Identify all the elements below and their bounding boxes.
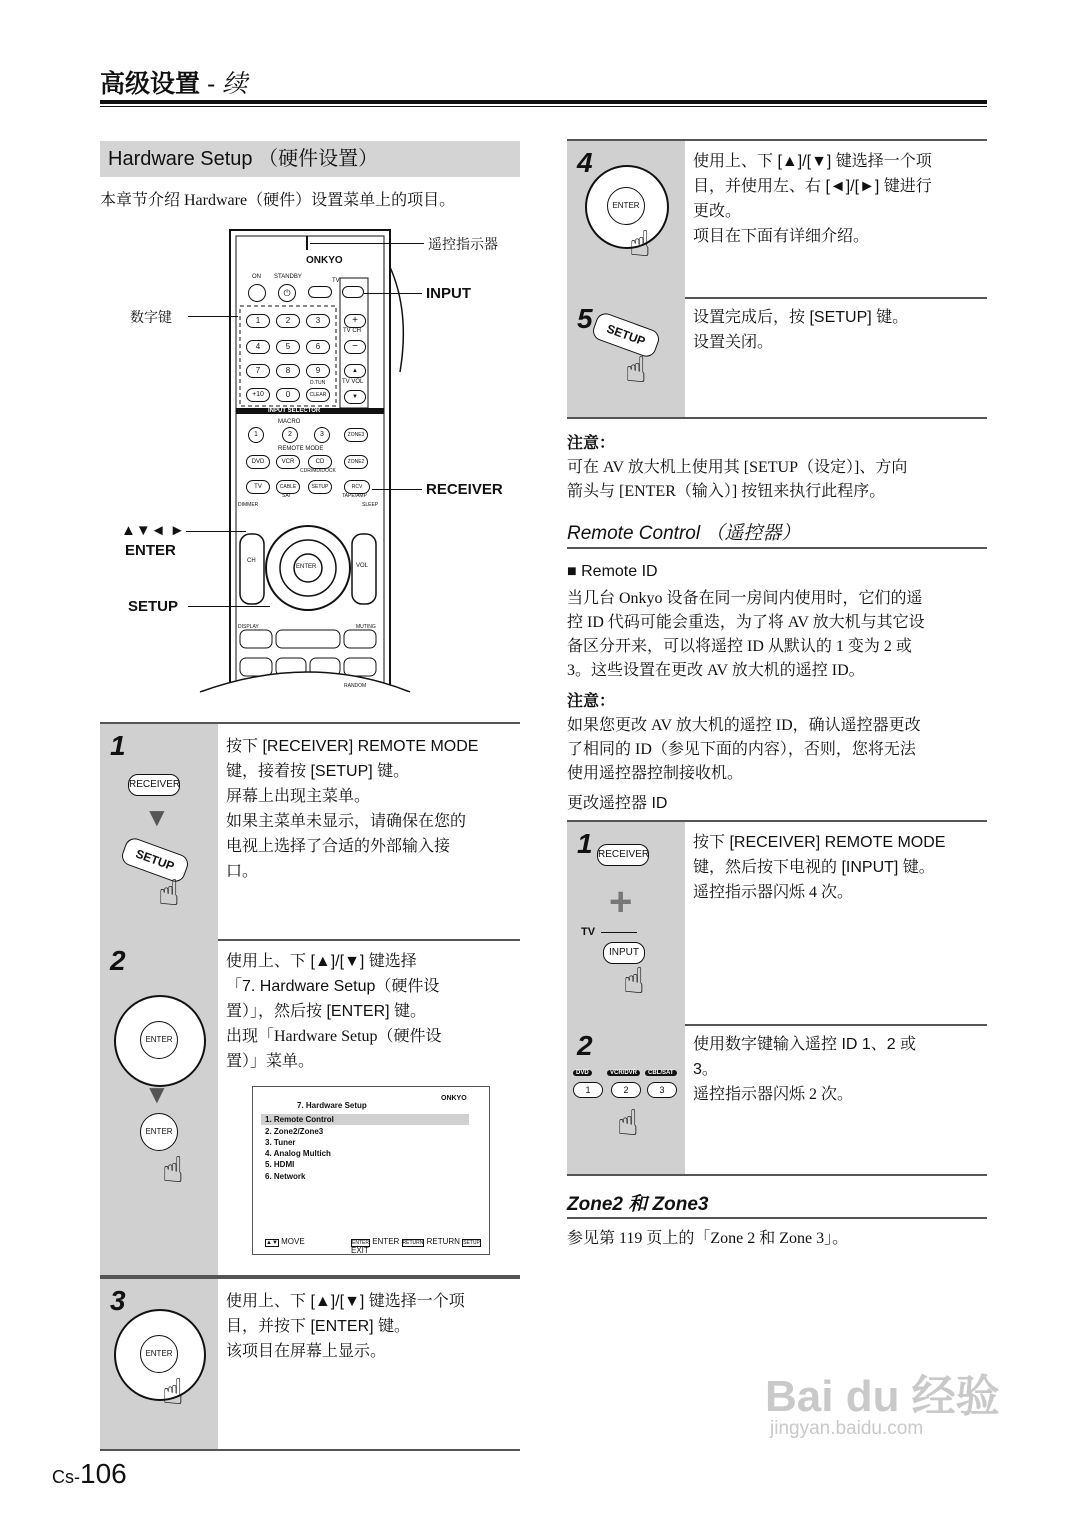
id-step-1-hand-icon: ☝: [623, 960, 645, 1001]
step-4-number: 4: [577, 147, 593, 178]
remote-id-line-2: 控 ID 代码可能会重迭，为了将 AV 放大机与其它设: [567, 614, 925, 631]
macro-button-2[interactable]: 2: [282, 427, 298, 443]
on-label: ON: [252, 274, 261, 280]
step-4-line-2: 目，并使用左、右 [◄]/[►] 键进行: [693, 178, 932, 195]
step-4-text: [693, 149, 983, 249]
id-step-1-tv-label: TV: [581, 926, 596, 938]
tvvol-down-button[interactable]: ▼: [344, 390, 366, 404]
display-label: DISPLAY: [238, 624, 259, 630]
note-1-heading: 注意：: [567, 435, 616, 452]
id-key-label-vcr: VCR/DVR: [607, 1070, 640, 1076]
note-2-body: [567, 714, 987, 786]
sat-label: SAT: [282, 493, 292, 499]
step-2-line-5: 置）」菜单。: [226, 1053, 315, 1070]
remote-mode-label: REMOTE MODE: [278, 446, 324, 452]
remote-control-rule: [567, 547, 987, 549]
tvvol-up-button[interactable]: ▲: [344, 364, 366, 378]
menu-key-enter: ENTER: [352, 1240, 369, 1246]
menu-item-3[interactable]: 3. Tuner: [265, 1138, 296, 1147]
digit-key-3[interactable]: 3: [306, 314, 330, 328]
step-1-line-5: 电视上选择了合适的外部输入接: [226, 838, 451, 855]
receiver-mode-button[interactable]: RCV: [344, 480, 370, 494]
digit-key-0[interactable]: 0: [276, 388, 300, 402]
header-continued: 续: [222, 70, 248, 98]
input-selector-label: INPUT SELECTOR: [268, 408, 321, 414]
step-3-line-3: 该项目在屏幕上显示。: [226, 1343, 387, 1360]
step-5-number: 5: [577, 303, 593, 334]
id-step-1-receiver-button[interactable]: RECEIVER: [597, 844, 649, 866]
hardware-setup-menu: [252, 1086, 490, 1255]
step-3: [100, 1277, 520, 1451]
cd-mode-button[interactable]: CD: [308, 455, 332, 469]
zone2-button[interactable]: ZONE2: [344, 455, 368, 469]
callout-indicator-line: [310, 243, 424, 244]
id-step-2: [567, 1024, 987, 1176]
page-number: [52, 1458, 127, 1490]
step-2-enter-button-1[interactable]: ENTER: [140, 1021, 178, 1059]
note-1-body: [567, 456, 987, 504]
macro-button-1[interactable]: 1: [248, 427, 264, 443]
step-3-number: 3: [110, 1285, 126, 1316]
header-sep: -: [200, 70, 223, 98]
change-id-heading: 更改遥控器 ID: [567, 795, 668, 812]
menu-footer-enter: ENTER: [372, 1237, 400, 1246]
tv-power-button[interactable]: [308, 286, 332, 298]
menu-item-4[interactable]: 4. Analog Multich: [265, 1149, 331, 1158]
tv-label: TV: [332, 278, 340, 284]
menu-title: 7. Hardware Setup: [297, 1101, 367, 1110]
menu-brand: ONKYO: [441, 1095, 467, 1102]
page-header: [100, 64, 247, 100]
digit-key-1[interactable]: 1: [246, 314, 270, 328]
tv-mode-button[interactable]: TV: [246, 480, 270, 494]
callout-setup-line: [188, 606, 270, 607]
macro-label: MACRO: [278, 419, 301, 425]
step-2-down-arrow: ▼: [144, 1079, 170, 1109]
tvvol-label: TV VOL: [342, 379, 364, 385]
step-1-line-4: 如果主菜单未显示，请确保在您的: [226, 813, 467, 830]
header-rule: [100, 100, 987, 104]
tvch-up-button[interactable]: +: [344, 314, 366, 328]
id-step-1-input-button[interactable]: INPUT: [603, 942, 645, 964]
step-5-line-1: 设置完成后，按 [SETUP] 键。: [693, 309, 909, 326]
menu-item-2[interactable]: 2. Zone2/Zone3: [265, 1127, 324, 1136]
callout-enter-line: [186, 531, 246, 532]
id-step-2-line-1: 使用数字键输入遥控 ID 1、2 或: [693, 1036, 917, 1053]
digit-key-7[interactable]: 7: [246, 364, 270, 378]
step-2-hand-icon: ☝: [162, 1149, 184, 1190]
menu-key-setup: SETUP: [463, 1240, 480, 1246]
note-2-heading: 注意：: [567, 693, 616, 710]
id-key-label-cbl: CBL/SAT: [645, 1070, 677, 1076]
id-key-label-dvd: DVD: [573, 1070, 592, 1076]
baidu-watermark: Bai du 经验: [765, 1372, 1000, 1421]
digit-key-5[interactable]: 5: [276, 340, 300, 354]
menu-item-1[interactable]: 1. Remote Control: [265, 1115, 334, 1124]
step-2-line-2: 「7. Hardware Setup（硬件设: [226, 978, 440, 995]
step-4-enter-button[interactable]: ENTER: [607, 187, 645, 225]
vol-label: VOL: [356, 563, 369, 569]
vcr-mode-button[interactable]: VCR: [276, 455, 300, 469]
step-3-hand-icon: ☝: [162, 1371, 184, 1412]
id-step-1: [567, 820, 987, 1026]
id-step-1-line-2: 键，然后按下电视的 [INPUT] 键。: [693, 859, 935, 876]
callout-receiver-line: [372, 489, 422, 490]
note-1-line-1: 可在 AV 放大机上使用其 [SETUP（设定）]、方向: [567, 459, 908, 476]
clear-button[interactable]: CLEAR: [306, 388, 330, 402]
id-step-1-number: 1: [577, 828, 593, 859]
cdr-label: CDR/MD/DOCK: [300, 468, 336, 474]
id-step-2-number: 2: [577, 1030, 593, 1061]
note-2-line-2: 了相同的 ID（参见下面的内容），否则，您将无法: [567, 741, 916, 758]
step-1-down-arrow: ▼: [144, 802, 170, 832]
step-5-setup-button[interactable]: SETUP: [590, 311, 662, 360]
header-rule-thin: [100, 106, 987, 107]
step-1-hand-icon: ☝: [158, 872, 180, 913]
step-1-line-1: 按下 [RECEIVER] REMOTE MODE: [226, 738, 479, 755]
callout-enter: ENTER: [125, 542, 176, 559]
id-key-3[interactable]: 3: [647, 1082, 677, 1098]
step-4-line-3: 更改。: [693, 203, 742, 220]
step-5: [567, 297, 987, 419]
note-2-line-3: 使用遥控器控制接收机。: [567, 765, 744, 782]
header-title: 高级设置: [100, 70, 201, 98]
step-3-line-1: 使用上、下 [▲]/[▼] 键选择一个项: [226, 1293, 465, 1310]
remote-control-heading: Remote Control （遥控器）: [567, 523, 801, 544]
step-1-line-6: 口。: [226, 863, 259, 880]
page-value: 106: [80, 1458, 127, 1489]
menu-footer-move: ▲▼ MOVE: [266, 1237, 305, 1246]
menu-footer-return: RETURN: [426, 1237, 460, 1246]
standby-button[interactable]: ⏻: [278, 284, 296, 302]
step-4: [567, 139, 987, 299]
id-step-1-line-1: 按下 [RECEIVER] REMOTE MODE: [693, 834, 946, 851]
remote-id-body: [567, 587, 987, 683]
digit-key-2[interactable]: 2: [276, 314, 300, 328]
callout-indicator: 遥控指示器: [428, 236, 498, 252]
remote-id-line-4: 3。这些设置在更改 AV 放大机的遥控 ID。: [567, 662, 865, 679]
remote-id-item: ■ Remote ID: [567, 563, 658, 580]
tvch-down-button[interactable]: −: [344, 340, 366, 354]
id-step-1-tv-line: [601, 932, 637, 933]
step-2-number: 2: [110, 945, 126, 976]
step-5-text: [693, 305, 983, 355]
id-step-1-plus-icon: +: [609, 880, 633, 924]
standby-label: STANDBY: [274, 274, 302, 280]
ch-label: CH: [247, 558, 256, 564]
id-key-2[interactable]: 2: [611, 1082, 641, 1098]
id-step-1-text: [693, 830, 985, 905]
id-step-2-line-3: 遥控指示器闪烁 2 次。: [693, 1086, 854, 1103]
sleep-label: SLEEP: [362, 502, 379, 508]
macro-button-3[interactable]: 3: [314, 427, 330, 443]
callout-setup: SETUP: [128, 598, 179, 615]
digit-key-9[interactable]: 9: [306, 364, 330, 378]
callout-input: INPUT: [426, 285, 471, 302]
section-intro: 本章节介绍 Hardware（硬件）设置菜单上的项目。: [100, 192, 456, 209]
callout-input-line: [364, 293, 422, 294]
step-2-enter-button-2[interactable]: ENTER: [140, 1113, 178, 1151]
random-label: RANDOM: [344, 683, 367, 689]
step-3-line-2: 目，并按下 [ENTER] 键。: [226, 1318, 411, 1335]
rcv-setup-button[interactable]: SETUP: [308, 480, 332, 494]
menu-key-return: RETURN: [402, 1240, 424, 1246]
digit-key-6[interactable]: 6: [306, 340, 330, 354]
step-5-line-2: 设置关闭。: [693, 334, 774, 351]
zone-text: 参见第 119 页上的「Zone 2 和 Zone 3」。: [567, 1230, 849, 1247]
dtun-label: D.TUN: [310, 380, 326, 386]
step-1-line-2: 键，接着按 [SETUP] 键。: [226, 763, 410, 780]
step-4-line-4: 项目在下面有详细介绍。: [693, 228, 870, 245]
dvd-mode-button[interactable]: DVD: [246, 455, 270, 469]
tv-input-button[interactable]: [342, 286, 364, 298]
step-2-line-4: 出现「Hardware Setup（硬件设: [226, 1028, 442, 1045]
page-prefix: Cs-: [52, 1467, 80, 1487]
callout-numkeys-line: [188, 316, 238, 317]
callout-arrows: ▲▼◄ ►: [121, 522, 185, 539]
step-3-text: [226, 1289, 516, 1364]
menu-footer-exit: EXIT: [351, 1246, 369, 1255]
section-title: Hardware Setup （硬件设置）: [100, 141, 520, 177]
step-1-receiver-button[interactable]: RECEIVER: [128, 774, 180, 796]
step-1-text: [226, 734, 516, 884]
menu-item-6[interactable]: 6. Network: [265, 1172, 306, 1181]
note-1-line-2: 箭头与 [ENTER（输入）] 按钮来执行此程序。: [567, 483, 886, 500]
zone-rule: [567, 1217, 987, 1219]
digit-key-plus10[interactable]: +10: [246, 388, 270, 402]
cable-mode-button[interactable]: CABLE: [276, 480, 300, 494]
menu-footer-keys: [351, 1237, 489, 1255]
muting-label: MUTING: [356, 624, 376, 630]
digit-key-4[interactable]: 4: [246, 340, 270, 354]
remote-enter-label[interactable]: ENTER: [296, 564, 317, 570]
zone-heading: Zone2 和 Zone3: [567, 1194, 709, 1215]
id-step-2-line-2: 3。: [693, 1061, 718, 1078]
remote-id-line-3: 备区分开来，可以将遥控 ID 从默认的 1 变为 2 或: [567, 638, 912, 655]
on-button[interactable]: [248, 284, 266, 302]
zone3-button[interactable]: ZONE3: [344, 428, 368, 442]
callout-receiver: RECEIVER: [426, 481, 503, 498]
remote-brand: ONKYO: [306, 255, 343, 266]
dimmer-label: DIMMER: [238, 502, 259, 508]
step-1-line-3: 屏幕上出现主菜单。: [226, 788, 371, 805]
step-4-hand-icon: ☝: [629, 223, 651, 264]
menu-item-5[interactable]: 5. HDMI: [265, 1160, 295, 1169]
id-step-2-hand-icon: ☝: [617, 1102, 639, 1143]
baidu-watermark-url: jingyan.baidu.com: [770, 1418, 924, 1439]
id-step-2-text: [693, 1032, 983, 1107]
callout-numkeys: 数字键: [130, 309, 172, 325]
note-2-line-1: 如果您更改 AV 放大机的遥控 ID，确认遥控器更改: [567, 717, 921, 734]
step-1-number: 1: [110, 730, 126, 761]
step-1: [100, 722, 520, 941]
id-step-1-line-3: 遥控指示器闪烁 4 次。: [693, 884, 854, 901]
remote-id-line-1: 当几台 Onkyo 设备在同一房间内使用时，它们的遥: [567, 590, 923, 607]
step-5-hand-icon: ☝: [625, 349, 647, 390]
step-3-enter-button[interactable]: ENTER: [140, 1335, 178, 1373]
tape-amp-label: TAPE/AMP: [342, 493, 367, 499]
step-2-line-3: 置）」，然后按 [ENTER] 键。: [226, 1003, 427, 1020]
step-2-text: [226, 949, 516, 1074]
id-key-1[interactable]: 1: [573, 1082, 603, 1098]
tvch-label: TV CH: [343, 328, 361, 334]
digit-key-8[interactable]: 8: [276, 364, 300, 378]
step-2-line-1: 使用上、下 [▲]/[▼] 键选择: [226, 953, 417, 970]
step-1-setup-button[interactable]: SETUP: [119, 836, 191, 885]
step-4-line-1: 使用上、下 [▲]/[▼] 键选择一个项: [693, 153, 932, 170]
